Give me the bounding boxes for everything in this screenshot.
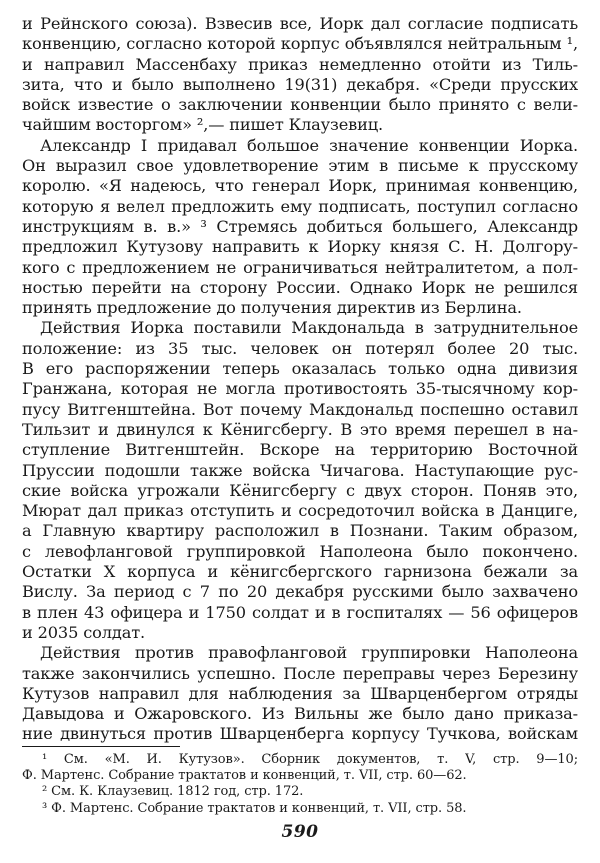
text-line: пусу Витгенштейна. Вот почему Макдональд поспешно оставил — [22, 399, 578, 419]
text-line: зита, что и было выполнено 19(31) декабря. «Среди прусских — [22, 74, 578, 94]
text-line: ступление Витгенштейн. Вскоре на территорию Восточной — [22, 440, 578, 460]
text-line: Тильзит и двинулся к Кёнигсбергу. В это время перешел в на- — [22, 419, 578, 439]
footnote-line: Ф. Мартенс. Собрание трактатов и конвенций, т. VII, стр. 60—62. — [22, 768, 467, 784]
text-line: Гранжана, которая не могла противостоять 35-тысячному кор- — [22, 379, 578, 399]
main-text — [22, 14, 578, 745]
text-line: ностью перейти на сторону России. Однако Иорк не решился — [22, 277, 578, 297]
text-line: предложил Кутузову направить к Иорку князя С. Н. Долгору- — [22, 237, 578, 257]
text-line: принять предложение до получения директив из Берлина. — [22, 298, 522, 318]
text-line: также закончились успешно. После переправы через Березину — [22, 663, 578, 683]
text-line: и 2035 солдат. — [22, 622, 145, 642]
text-line: ские войска угрожали Кёнигсбергу с двух сторон. Поняв это, — [22, 480, 578, 500]
text-line: кого с предложением не ограничиваться нейтралитетом, а пол- — [22, 257, 578, 277]
text-line: Мюрат дал приказ отступить и сосредоточил войска в Данциге, — [22, 501, 578, 521]
text-line: Вислу. За период с 7 по 20 декабря русскими было захвачено — [22, 582, 578, 602]
text-line: Кутузов направил для наблюдения за Шварценбергом отряды — [22, 683, 578, 703]
text-line: ние двинуться против Шварценберга корпусу Тучкова, войскам — [22, 724, 578, 744]
footnote-line: ³ Ф. Мартенс. Собрание трактатов и конвенций, т. VII, стр. 58. — [42, 800, 467, 816]
footnote-divider — [22, 746, 180, 747]
text-line: с левофланговой группировкой Наполеона было покончено. — [22, 541, 578, 561]
text-line: Он выразил свое удовлетворение этим в письме к прусскому — [22, 156, 578, 176]
text-line: Пруссии подошли также войска Чичагова. Наступающие рус- — [22, 460, 578, 480]
text-line: Давыдова и Ожаровского. Из Вильны же было дано приказа- — [22, 704, 578, 724]
text-line: и направил Массенбаху приказ немедленно отойти из Тиль- — [22, 54, 578, 74]
footnote-line: ¹ См. «М. И. Кутузов». Сборник документов, т. V, стр. 9—10; — [42, 752, 578, 767]
text-line: королю. «Я надеюсь, что генерал Иорк, принимая конвенцию, — [22, 176, 578, 196]
text-line: положение: из 35 тыс. человек он потерял более 20 тыс. — [22, 338, 578, 358]
page-number: 590 — [281, 822, 319, 842]
text-line: конвенцию, согласно которой корпус объявлялся нейтральным ¹, — [22, 34, 578, 54]
text-line: Действия Иорка поставили Макдональда в затруднительное — [40, 318, 578, 338]
text-line: В его распоряжении теперь оказалась только одна дивизия — [22, 359, 578, 379]
text-line: которую я велел предложить ему подписать, поступил согласно — [22, 196, 578, 216]
text-line: Остатки X корпуса и кёнигсбергского гарнизона бежали за — [22, 562, 578, 582]
text-line: а Главную квартиру расположил в Познани. Таким образом, — [22, 521, 578, 541]
text-line: Александр I придавал большое значение конвенции Иорка. — [40, 135, 578, 155]
text-line: чайшим восторгом» ²,— пишет Клаузевиц. — [22, 115, 384, 135]
text-line: инструкциям в. в.» ³ Стремясь добиться большего, Александр — [22, 216, 578, 236]
text-line: Действия против правофланговой группировки Наполеона — [40, 643, 578, 663]
footnote-line: ² См. К. Клаузевиц. 1812 год, стр. 172. — [42, 784, 304, 800]
text-line: войск известие о заключении конвенции было принято с вели- — [22, 95, 578, 115]
text-line: в плен 43 офицера и 1750 солдат и в госпиталях — 56 офицеров — [22, 602, 578, 622]
footnotes — [22, 752, 578, 817]
text-line: и Рейнского союза). Взвесив все, Иорк дал согласие подписать — [22, 14, 578, 33]
